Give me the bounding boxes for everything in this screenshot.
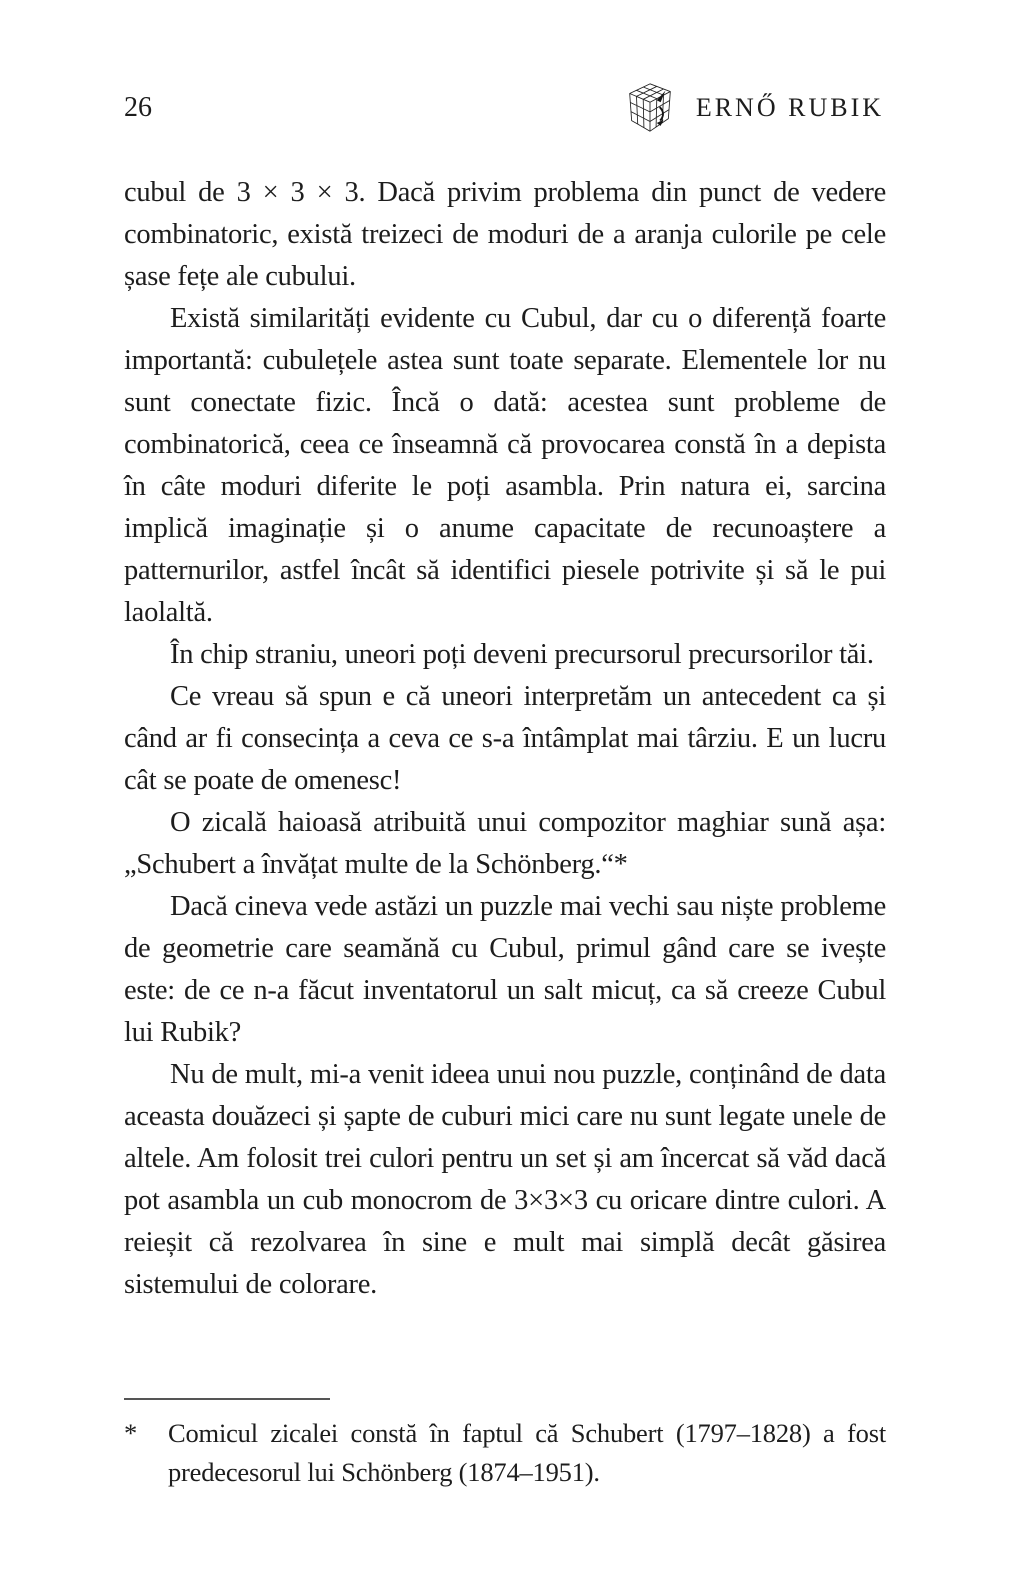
running-head: [620, 79, 884, 137]
footnote-marker: *: [124, 1418, 138, 1448]
paragraph-5: O zicală haioasă atribuită unui compozitor maghiar sună așa: „Schubert a învățat multe de la Schönberg.“*: [124, 807, 886, 880]
paragraph-1: cubul de 3 × 3 × 3. Dacă privim problema din punct de vedere combinatoric, există treizeci de moduri de a aranja culorile pe cele șase fețe ale cubului.: [124, 177, 886, 292]
paragraph-4: Ce vreau să spun e că uneori interpretăm un antecedent ca și când ar fi consecința a ceva ce s-a întâmplat mai târziu. E un lucru cât se poate de omenesc!: [124, 681, 886, 796]
footnote-area: [124, 1398, 886, 1492]
paragraph-7: Nu de mult, mi-a venit ideea unui nou puzzle, conținând de data aceasta douăzeci și șapte de cuburi mici care nu sunt legate unele de altele. Am folosit trei culori pentru un set și am încercat să văd dacă pot asambla un cub monocrom de 3×3×3 cu oricare dintre culori. A reieșit că rezolvarea în sine e mult mai simplă decât găsirea sistemului de colorare.: [124, 1059, 886, 1300]
footnote-text: Comicul zicalei constă în faptul că Schubert (1797–1828) a fost predecesorul lui Schönberg (1874–1951).: [168, 1418, 886, 1487]
body-text: [124, 172, 886, 1306]
footnote-separator: [124, 1398, 330, 1400]
page-number: 26: [124, 92, 152, 123]
paragraph-2: Există similarități evidente cu Cubul, dar cu o diferență foarte importantă: cubulețele astea sunt toate separate. Elementele lor nu sunt conectate fizic. Încă o dată: acestea sunt probleme de combinatorică, ceea ce înseamnă că provocarea constă în a depista în câte moduri diferite le poți asambla. Prin natura ei, sarcina implică imaginație și o anume capacitate de recunoaștere a patternurilor, astfel încât să identifici piesele potrivite și să le pui laolaltă.: [124, 303, 886, 628]
footnote: [124, 1414, 886, 1492]
page-header: [124, 78, 884, 138]
paragraph-3: În chip straniu, uneori poți deveni precursorul precursorilor tăi.: [170, 639, 874, 670]
paragraph-6: Dacă cineva vede astăzi un puzzle mai vechi sau niște probleme de geometrie care seamănă cu Cubul, primul gând care se ivește este: de ce n-a făcut inventatorul un salt micuț, ca să creeze Cubul lui Rubik?: [124, 891, 886, 1048]
rubiks-cube-icon: [620, 79, 680, 137]
author-name: ERNŐ RUBIK: [695, 93, 884, 122]
